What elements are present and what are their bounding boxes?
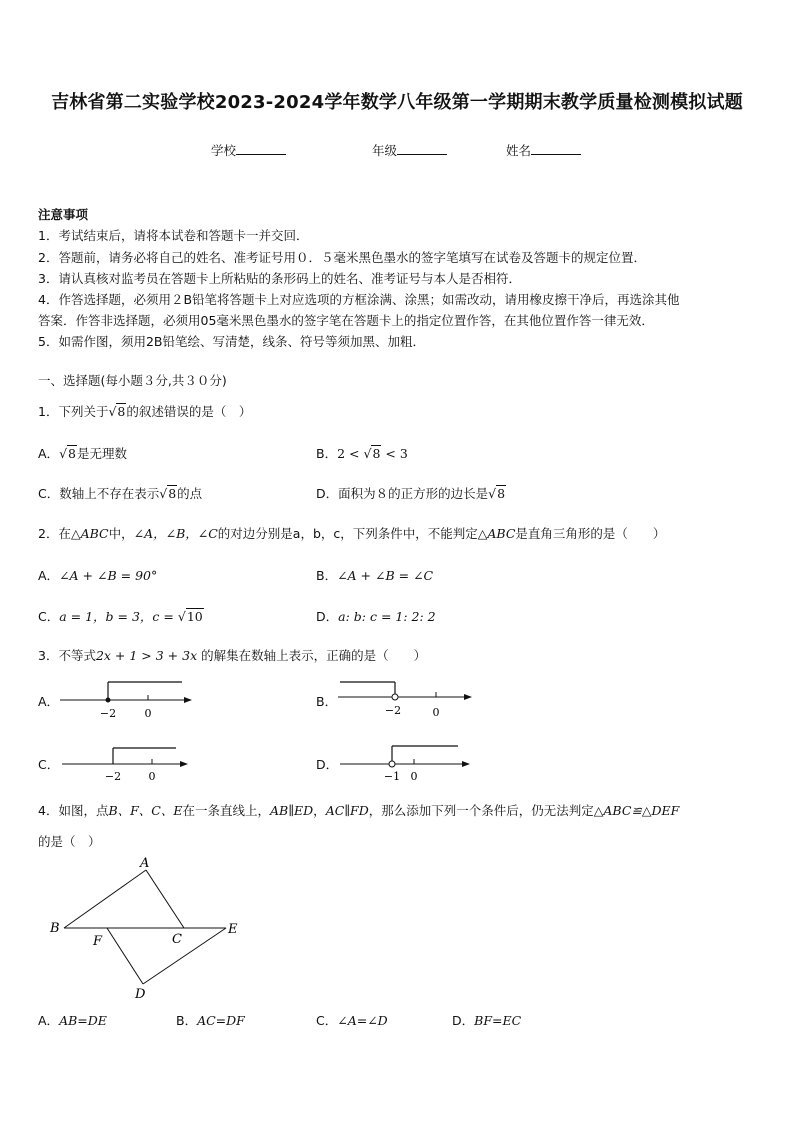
q4-stem-line2: 的是（ ） xyxy=(38,834,101,849)
school-field[interactable] xyxy=(211,141,286,159)
q3-option-c-label[interactable]: C． xyxy=(38,757,60,772)
notice-item: 2．答题前，请务必将自己的姓名、准考证号用０．５毫米黑色墨水的签字笔填写在试卷及答题卡的规定位置． xyxy=(38,250,646,265)
closed-point xyxy=(106,698,111,703)
q4-option-a[interactable]: A．AB=DE xyxy=(38,1013,107,1028)
page-title: 吉林省第二实验学校2023-2024学年数学八年级第一学期期末教学质量检测模拟试题 xyxy=(51,92,743,113)
arrow-head xyxy=(180,761,188,767)
open-point xyxy=(392,694,398,700)
q2-option-c[interactable]: C．a = 1，b = 3，c = √10 xyxy=(38,609,203,624)
q3-option-a-number-line[interactable] xyxy=(60,676,196,722)
q1-option-b[interactable]: B．2 < √8 < 3 xyxy=(316,446,408,461)
point-label-b: B xyxy=(50,921,60,936)
arrow-head xyxy=(464,694,472,700)
q4-option-d[interactable]: D．BF=EC xyxy=(452,1013,522,1028)
name-blank[interactable] xyxy=(531,142,581,155)
school-blank[interactable] xyxy=(236,142,286,155)
notice-heading: 注意事项 xyxy=(38,207,89,222)
q2-option-d[interactable]: D．a: b: c = 1: 2: 2 xyxy=(316,609,436,624)
q2-option-b[interactable]: B．∠A + ∠B = ∠C xyxy=(316,568,434,583)
tick-label: 0 xyxy=(148,770,156,783)
q2-option-a[interactable]: A．∠A + ∠B = 90° xyxy=(38,568,158,583)
name-label: 姓名 xyxy=(506,143,532,158)
q4-stem-line1: 4．如图，点B、F、C、E在一条直线上，AB∥ED，AC∥FD，那么添加下列一个条件后，仍无法判定△ABC≌△DEF xyxy=(38,803,680,818)
tick-label: −1 xyxy=(383,770,401,783)
segment-ed xyxy=(143,928,226,984)
notice-item: 5．如需作图，须用2B铅笔绘、写清楚，线条、符号等须加黑、加粗． xyxy=(38,334,425,349)
tick-label: 0 xyxy=(410,770,418,783)
notice-item: 答案．作答非选择题，必须用05毫米黑色墨水的签字笔在答题卡上的指定位置作答，在其他位置作答一律无效． xyxy=(38,313,654,328)
q1-option-a[interactable]: A．√8是无理数 xyxy=(38,446,127,461)
notice-item: 4．作答选择题，必须用２B铅笔将答题卡上对应选项的方框涂满、涂黑；如需改动，请用橡皮擦干净后，再选涂其他 xyxy=(38,292,680,307)
open-point xyxy=(389,761,395,767)
arrow-head xyxy=(462,761,470,767)
notice-item: 3．请认真核对监考员在答题卡上所粘贴的条形码上的姓名、准考证号与本人是否相符． xyxy=(38,271,521,286)
point-label-c: C xyxy=(172,932,182,947)
grade-blank[interactable] xyxy=(397,142,447,155)
grade-field[interactable] xyxy=(372,141,447,159)
q1-option-d[interactable]: D．面积为８的正方形的边长是√8 xyxy=(316,486,506,501)
q1-option-c[interactable]: C．数轴上不存在表示√8的点 xyxy=(38,486,203,501)
q3-option-b-number-line[interactable] xyxy=(338,676,478,722)
point-label-e: E xyxy=(228,922,238,937)
notice-item: 1．考试结束后，请将本试卷和答题卡一并交回． xyxy=(38,228,309,243)
tick-label: −2 xyxy=(104,770,122,783)
q2-stem: 2．在△ABC中，∠A，∠B，∠C的对边分别是a，b，c，下列条件中，不能判定△ABC是直角三角形的是（ ） xyxy=(38,526,666,541)
tick-label: 0 xyxy=(432,706,440,719)
q3-option-b-label[interactable]: B． xyxy=(316,694,338,709)
q3-option-a-label[interactable]: A． xyxy=(38,694,60,709)
q4-option-c[interactable]: C．∠A=∠D xyxy=(316,1013,388,1028)
segment-ab xyxy=(64,870,146,928)
tick-label: 0 xyxy=(144,707,152,720)
point-label-d: D xyxy=(135,987,146,1002)
q3-option-d-label[interactable]: D． xyxy=(316,757,339,772)
section-heading: 一、选择题(每小题３分,共３０分) xyxy=(38,373,227,388)
q3-option-d-number-line[interactable] xyxy=(338,742,474,788)
point-label-f: F xyxy=(93,934,103,949)
q3-option-c-number-line[interactable] xyxy=(60,742,192,788)
name-field[interactable] xyxy=(506,141,581,159)
q4-option-b[interactable]: B．AC=DF xyxy=(176,1013,245,1028)
grade-label: 年级 xyxy=(372,143,398,158)
arrow-head xyxy=(184,697,192,703)
q1-stem: 1．下列关于√8的叙述错误的是（ ） xyxy=(38,404,252,419)
q3-stem: 3．不等式2x + 1 > 3 + 3x 的解集在数轴上表示，正确的是（ ） xyxy=(38,648,427,663)
segment-df xyxy=(107,928,143,984)
segment-ac xyxy=(146,870,184,928)
tick-label: −2 xyxy=(384,704,402,717)
sqrt-symbol: √8 xyxy=(108,404,126,419)
point-label-a: A xyxy=(140,856,150,871)
school-label: 学校 xyxy=(211,143,237,158)
q4-geometry-figure xyxy=(40,850,250,1005)
tick-label: −2 xyxy=(99,707,117,720)
